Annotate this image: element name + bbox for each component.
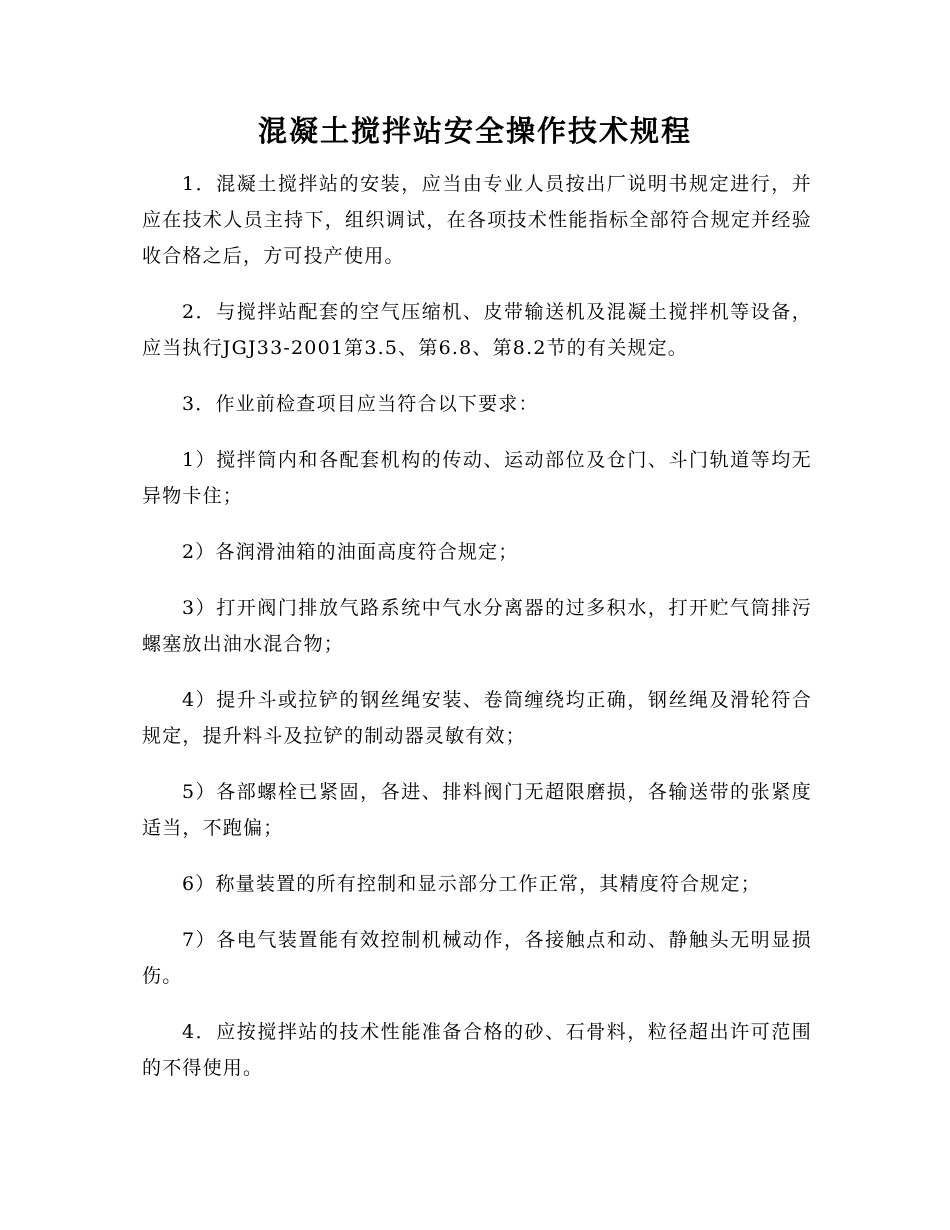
paragraph-3-item-2: 2）各润滑油箱的油面高度符合规定； bbox=[182, 541, 519, 563]
paragraph-1: 1．混凝土搅拌站的安装，应当由专业人员按出厂说明书规定进行，并应在技术人员主持下，组织调试，在各项技术性能指标全部符合规定并经验收合格之后，方可投产使用。 bbox=[142, 173, 812, 267]
paragraph-4: 4．应按搅拌站的技术性能准备合格的砂、石骨料，粒径超出许可范围的不得使用。 bbox=[142, 1021, 812, 1079]
paragraph-3-item-4: 4）提升斗或拉铲的钢丝绳安装、卷筒缠绕均正确，钢丝绳及滑轮符合规定，提升料斗及拉铲的制动器灵敏有效； bbox=[142, 689, 812, 747]
paragraph-3: 3．作业前检查项目应当符合以下要求： bbox=[182, 393, 539, 415]
paragraph-2: 2．与搅拌站配套的空气压缩机、皮带输送机及混凝土搅拌机等设备，应当执行JGJ33-2001第3.5、第6.8、第8.2节的有关规定。 bbox=[142, 301, 812, 359]
paragraph-3-item-7: 7）各电气装置能有效控制机械动作，各接触点和动、静触头无明显损伤。 bbox=[142, 929, 812, 987]
document-body bbox=[142, 166, 812, 1106]
paragraph-3-item-1: 1）搅拌筒内和各配套机构的传动、运动部位及仓门、斗门轨道等均无异物卡住； bbox=[142, 449, 812, 507]
paragraph-3-item-6: 6）称量装置的所有控制和显示部分工作正常，其精度符合规定； bbox=[182, 873, 761, 895]
paragraph-3-item-5: 5）各部螺栓已紧固，各进、排料阀门无超限磨损，各输送带的张紧度适当，不跑偏； bbox=[142, 781, 812, 839]
paragraph-3-item-3: 3）打开阀门排放气路系统中气水分离器的过多积水，打开贮气筒排污螺塞放出油水混合物； bbox=[142, 597, 812, 655]
document-title: 混凝土搅拌站安全操作技术规程 bbox=[257, 114, 692, 148]
